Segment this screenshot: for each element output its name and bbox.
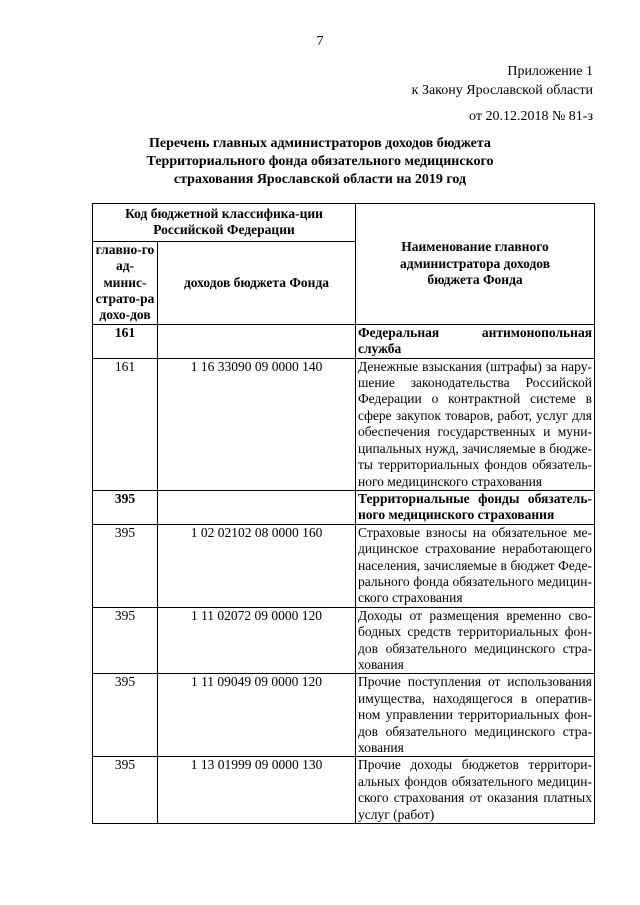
title-line: страхования Ярославской области на 2019 год xyxy=(173,172,467,187)
table-row-organization xyxy=(93,490,595,524)
admin-code-cell: 161 xyxy=(93,324,158,358)
name-cell: Прочие поступления от использования имущества, находящегося в оператив-ном управлении территориальных фон-дов обязательного медицинского стра-хования xyxy=(356,674,595,757)
income-code-cell: 1 02 02102 08 0000 160 xyxy=(158,524,356,607)
admin-code-cell: 395 xyxy=(93,674,158,757)
name-cell: Доходы от размещения временно сво-бодных средств территориальных фон-дов обязательного медицинского стра-хования xyxy=(356,607,595,674)
admin-code-cell: 395 xyxy=(93,607,158,674)
name-cell: Страховые взносы на обязательное ме-дицинское страхование неработающего населения, зачисляемые в бюджет Феде-рального фонда обязательного медицин-ского страхования xyxy=(356,524,595,607)
name-cell: Прочие доходы бюджетов территори-альных фондов обязательного медицин-ского страхования от оказания платных услуг (работ) xyxy=(356,757,595,824)
appendix-law: к Закону Ярославской области xyxy=(411,83,593,98)
name-cell: Территориальные фонды обязатель-ного медицинского страхования xyxy=(356,490,595,524)
document-title xyxy=(0,135,640,189)
income-code-cell: 1 11 09049 09 0000 120 xyxy=(158,674,356,757)
income-code-cell xyxy=(158,324,356,358)
name-cell: Денежные взыскания (штрафы) за нару-шение законодательства Российской Федерации о контрактной системе в сфере закупок товаров, работ, услуг для обеспечения государственных и муни-ципальных нужд, зачисляемые в бюдже-ты территориальных фондов обязатель-ного медицинского страхования xyxy=(356,358,595,490)
name-cell: Федеральная антимонопольная служба xyxy=(356,324,595,358)
appendix-block xyxy=(412,62,593,126)
header-admin-code: главно-го ад-минис-страто-ра дохо-дов xyxy=(93,241,158,324)
title-line: Перечень главных администраторов доходов бюджета xyxy=(149,136,491,151)
table-row xyxy=(93,757,595,824)
table-row xyxy=(93,524,595,607)
table-row-organization xyxy=(93,324,595,358)
header-income-code: доходов бюджета Фонда xyxy=(158,241,356,324)
title-line: Территориального фонда обязательного медицинского xyxy=(146,154,494,169)
admin-code-cell: 395 xyxy=(93,490,158,524)
administrators-table xyxy=(92,203,595,824)
income-code-cell xyxy=(158,490,356,524)
admin-code-cell: 395 xyxy=(93,757,158,824)
page-number: 7 xyxy=(316,34,324,49)
admin-code-cell: 395 xyxy=(93,524,158,607)
appendix-line: Приложение 1 xyxy=(507,64,593,79)
income-code-cell: 1 16 33090 09 0000 140 xyxy=(158,358,356,490)
income-code-cell: 1 11 02072 09 0000 120 xyxy=(158,607,356,674)
table-body xyxy=(93,324,595,823)
appendix-date: от 20.12.2018 № 81-з xyxy=(469,109,593,124)
header-classification-code: Код бюджетной классифика-ции Российской Федерации xyxy=(93,204,356,242)
admin-code-cell: 161 xyxy=(93,358,158,490)
header-administrator-name: Наименование главного администратора доходов бюджета Фонда xyxy=(356,204,595,325)
table-row xyxy=(93,358,595,490)
table-row xyxy=(93,607,595,674)
table-row xyxy=(93,674,595,757)
income-code-cell: 1 13 01999 09 0000 130 xyxy=(158,757,356,824)
